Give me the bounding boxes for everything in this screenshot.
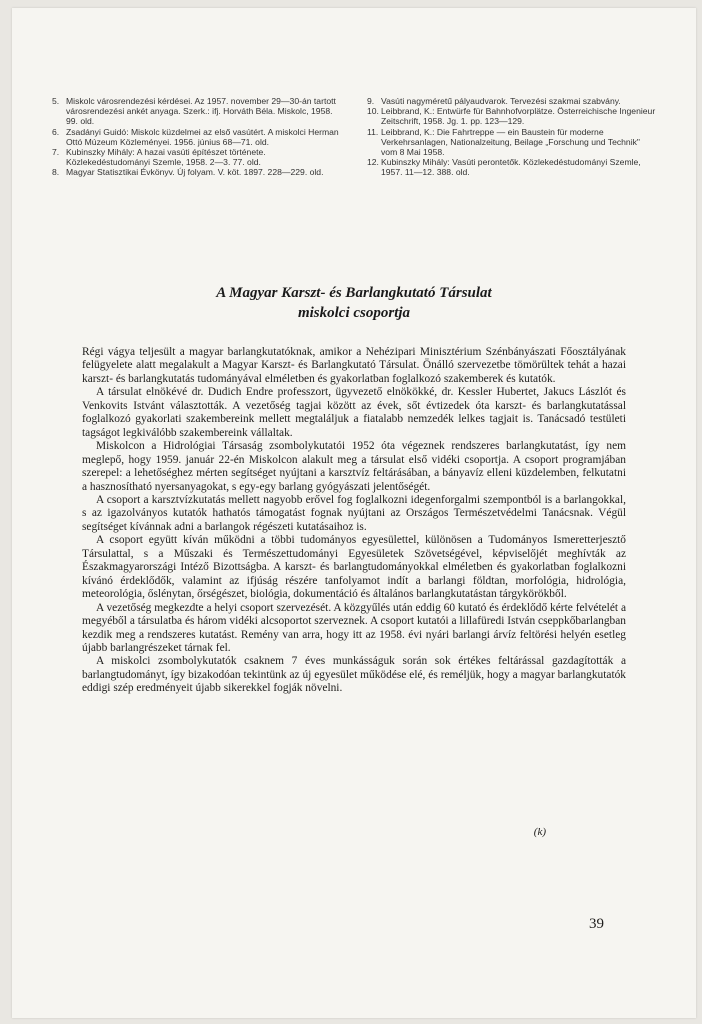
references-right-column	[367, 96, 656, 178]
article-title	[12, 283, 696, 323]
document-page	[12, 8, 696, 1018]
reference-item	[52, 127, 341, 147]
paragraph: A társulat elnökévé dr. Dudich Endre professzort, ügyvezető elnökökké, dr. Kessler Hubertet, Jakucs Lászlót és Venkovits Istvánt választották. A vezetőség tagjai között az évek, sőt évtizedek óta karszt- és barlangkutatással foglalkozó gyakorlati szakembereink mellett megtaláljuk a fiatalabb nemzedék lelkes tagjait is. Tanácsadó testületi tagságot legkiválóbb szakembereink vállaltak.	[82, 386, 626, 439]
reference-item	[367, 96, 656, 106]
reference-number: 10.	[367, 106, 379, 117]
reference-text: Kubinszky Mihály: A hazai vasúti építészet története. Közlekedéstudományi Szemle, 1958. 2—3. 77. old.	[66, 147, 266, 168]
reference-item	[367, 106, 656, 126]
reference-item	[367, 127, 656, 158]
paragraph: A miskolci zsombolykutatók csaknem 7 éves munkásságuk során sok értékes feltárással gazdagították a barlangtudományt, így bizakodóan tekintünk az új egyesület működése elé, és reméljük, hogy a magyar barlangkutatók eddigi szép eredményeit újabb sikerekkel fogják növelni.	[82, 655, 626, 695]
reference-item	[52, 147, 341, 167]
paragraph: A vezetőség megkezdte a helyi csoport szervezését. A közgyűlés után eddig 60 kutató és érdeklődő kérte felvételét a megyéből a társulatba és három vidéki alcsoportot szerveznek. A csoport kutatói a lillafüredi István cseppkőbarlangban kezdik meg a rendszeres kutatást. Remény van arra, hogy itt az 1958. évi nyári barlangi árvíz feltörési helyén esetleg újabb barlangrészeket tárnak fel.	[82, 601, 626, 654]
paragraph: Régi vágya teljesült a magyar barlangkutatóknak, amikor a Nehézipari Minisztérium Szénbányászati Főosztályának felügyelete alatt megalakult a Magyar Karszt- és Barlangkutató Társulat. Önálló szervezetbe tömörültek tehát a hazai karszt- és barlangkutatás tudományával elméletben és gyakorlatban foglalkozó szakemberek és kutatók.	[82, 346, 626, 385]
reference-number: 7.	[52, 147, 60, 158]
page-number: 39	[589, 916, 604, 932]
reference-number: 8.	[52, 167, 60, 178]
author-signature: (k)	[533, 826, 546, 838]
reference-number: 6.	[52, 126, 60, 137]
article-body	[82, 346, 626, 696]
reference-text: Miskolc városrendezési kérdései. Az 1957. november 29—30-án tartott városrendezési ankét anyaga. Szerk.: ifj. Horváth Béla. Miskolc, 1958. 99. old.	[66, 96, 336, 127]
references-left-column	[52, 96, 341, 178]
article-title-line-2: miskolci csoportja	[297, 305, 411, 321]
reference-text: Leibbrand, K.: Die Fahrtreppe — ein Baustein für moderne Verkehrsanlagen, Nationalzeitung, Beilage „Forschung und Technik" vom 8 Mai 1958.	[381, 126, 640, 158]
reference-item	[367, 157, 656, 177]
reference-number: 9.	[367, 96, 375, 106]
reference-number: 12.	[367, 157, 379, 168]
article-title-line-1: A Magyar Karszt- és Barlangkutató Társulat	[216, 285, 492, 301]
paragraph: A csoport együtt kíván működni a többi tudományos egyesülettel, különösen a Tudományos Ismeretterjesztő Társulattal, s a Műszaki és Természettudományi Egyesületek Szövetségével, képviselőjét meghívták az Északmagyarországi Intéző Bizottságba. A karszt- és barlangtudományokkal elméletben és gyakorlatban foglalkozni kívánó érdeklődők, valamint az ifjúság részére tanfolyamot indít a barlangi földtan, morfológia, hidrológia, meteorológia, őslénytan, őrségészet, biológia, dokumentáció és általános barlangkutatástan tárgykörökből.	[82, 534, 626, 601]
reference-number: 5.	[52, 96, 60, 106]
reference-text: Leibbrand, K.: Entwürfe für Bahnhofvorplätze. Österreichische Ingenieur Zeitschrift, 1958. Jg. 1. pp. 123—129.	[381, 106, 656, 127]
reference-text: Kubinszky Mihály: Vasúti perontetők. Közlekedéstudományi Szemle, 1957. 11—12. 388. old.	[381, 157, 641, 178]
reference-text: Magyar Statisztikai Évkönyv. Új folyam. V. köt. 1897. 228—229. old.	[66, 167, 324, 178]
reference-item	[52, 96, 341, 127]
paragraph: Miskolcon a Hidrológiai Társaság zsombolykutatói 1952 óta végeznek rendszeres barlangkutatást, így nem meglepő, hogy 1959. január 22-én Miskolcon alakult meg a társulat első vidéki csoportja. A csoport programjában szerepel: a lehetőséghez mérten segítséget nyújtani a karsztvíz feltárásában, a bányavíz elleni küzdelemben, felkutatni a hasznosítható nyersanyagokat, s egy-egy barlang gyógyászati jelentőségét.	[82, 440, 626, 493]
paragraph: A csoport a karsztvízkutatás mellett nagyobb erővel fog foglalkozni idegenforgalmi szempontból is a barlangokkal, s az igazolványos kutatók hathatós támogatást fognak nyújtani az Országos Természetvédelmi Tanácsnak. Végül segítséget kívánnak adni a barlangok régészeti kutatásaihoz is.	[82, 493, 626, 533]
reference-number: 11.	[367, 126, 379, 137]
reference-text: Vasúti nagyméretű pályaudvarok. Tervezési szakmai szabvány.	[381, 96, 621, 106]
references-section	[52, 96, 656, 178]
reference-text: Zsadányi Guidó: Miskolc küzdelmei az első vasútért. A miskolci Herman Ottó Múzeum Közleményei. 1956. június 68—71. old.	[66, 126, 339, 147]
reference-item	[52, 167, 341, 177]
